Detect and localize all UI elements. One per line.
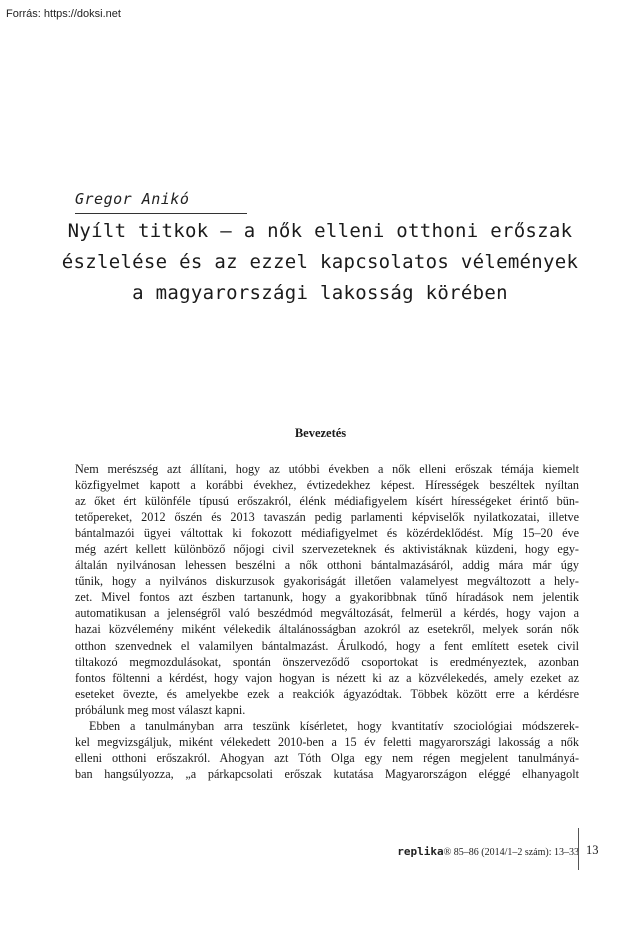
footer-divider: [578, 828, 579, 870]
text-line: ban hangsúlyozza, „a párkapcsolati erőszak kutatása Magyarországon eléggé elhanyagolt: [75, 766, 579, 781]
article-title: [60, 216, 580, 309]
citation-text: 85–86 (2014/1–2 szám): 13–33: [451, 847, 579, 858]
page-number: 13: [586, 843, 599, 857]
registered-mark: ®: [443, 847, 452, 858]
text-line: Nem merészség azt állítani, hogy az utóbbi években a nők elleni erőszak témája kiemelt: [75, 462, 579, 476]
text-line: fontos föltenni a kérdést, hogy vajon hogyan is nézett ki az a közvélekedés, amely ezeket az: [75, 670, 579, 685]
title-line: Nyílt titkok – a nők elleni otthoni erőszak: [67, 220, 573, 242]
text-line: még azért kellett különböző nőjogi civil szervezeteknek és aktivistáknak küzdeni, hogy egy-: [75, 542, 579, 557]
text-line: bántalmazói ügyei váltottak ki fokozott médiafigyelmet és közérdeklődést. Míg 15–20 éve: [75, 526, 579, 541]
text-line: tiltakozó megmozdulásokat, spontán önszerveződő csoportokat is eredményeztek, azonban: [75, 654, 579, 669]
paragraph-2: [75, 718, 579, 782]
author-name: Gregor Anikó: [75, 190, 190, 208]
source-label: Forrás: https://doksi.net: [6, 8, 121, 20]
text-line: hazai közvélemény miként vélekedik általánosságban azokról az esetekről, melyek során nők: [75, 622, 579, 637]
title-line: észlelése és az ezzel kapcsolatos vélemények: [61, 251, 579, 273]
text-line: zet. Mivel fontos azt észben tartanunk, hogy a gyakoribbnak tűnő híradások nem jelentik: [75, 590, 579, 605]
text-line: tűnik, hogy a nyilvános diskurzusok gyakoriságát illetően valamelyest megváltozott a hely-: [75, 574, 579, 589]
text-line: automatikusan a jelenségről való beszédmód megváltozását, felmerül a kérdés, hogy vajon a: [75, 606, 579, 621]
footer-citation: [397, 845, 579, 858]
body-text: [75, 461, 579, 782]
text-line: Ebben a tanulmányban arra teszünk kísérletet, hogy kvantitatív szociológiai módszerek-: [89, 718, 579, 733]
section-heading: Bevezetés: [294, 426, 347, 440]
text-line: közfigyelmet kapott a korábbi évekhez, évtizedekhez képest. Hírességek beszéltek nyíltan: [75, 478, 579, 493]
journal-name: replika: [397, 845, 444, 858]
text-line: elleni otthoni erőszakról. Ahogyan azt Tóth Olga egy nem régen megjelent tanulmányá-: [75, 750, 579, 765]
text-line: otthon szenvednek el valamilyen bántalmazást. Árulkodó, hogy a fent említett esetek civil: [75, 638, 579, 653]
author-underline: [75, 213, 247, 214]
text-line: kel megvizsgáljuk, miként vélekedett 2010-ben a 15 év feletti magyarországi lakosság a nők: [75, 734, 579, 749]
text-line: tetőpereket, 2012 őszén és 2013 tavaszán pedig parlamenti képviselők nyilatkozatai, illetve: [75, 510, 579, 525]
paragraph-1: [75, 461, 579, 718]
text-line: próbálunk meg most választ kapni.: [75, 702, 246, 717]
text-line: az őket ért különféle típusú erőszakról, élénk médiafigyelem kísért hírességeket érintő bün-: [75, 494, 579, 509]
text-line: eseteket övezte, és amelyekbe ezek a reakciók ágyazódtak. Többek között erre a kérdésre: [75, 686, 579, 701]
text-line: általán nyilvánosan lehessen beszélni a nők otthoni bántalmazásáról, addig mára már úgy: [75, 558, 579, 573]
title-line: a magyarországi lakosság körében: [132, 282, 508, 304]
